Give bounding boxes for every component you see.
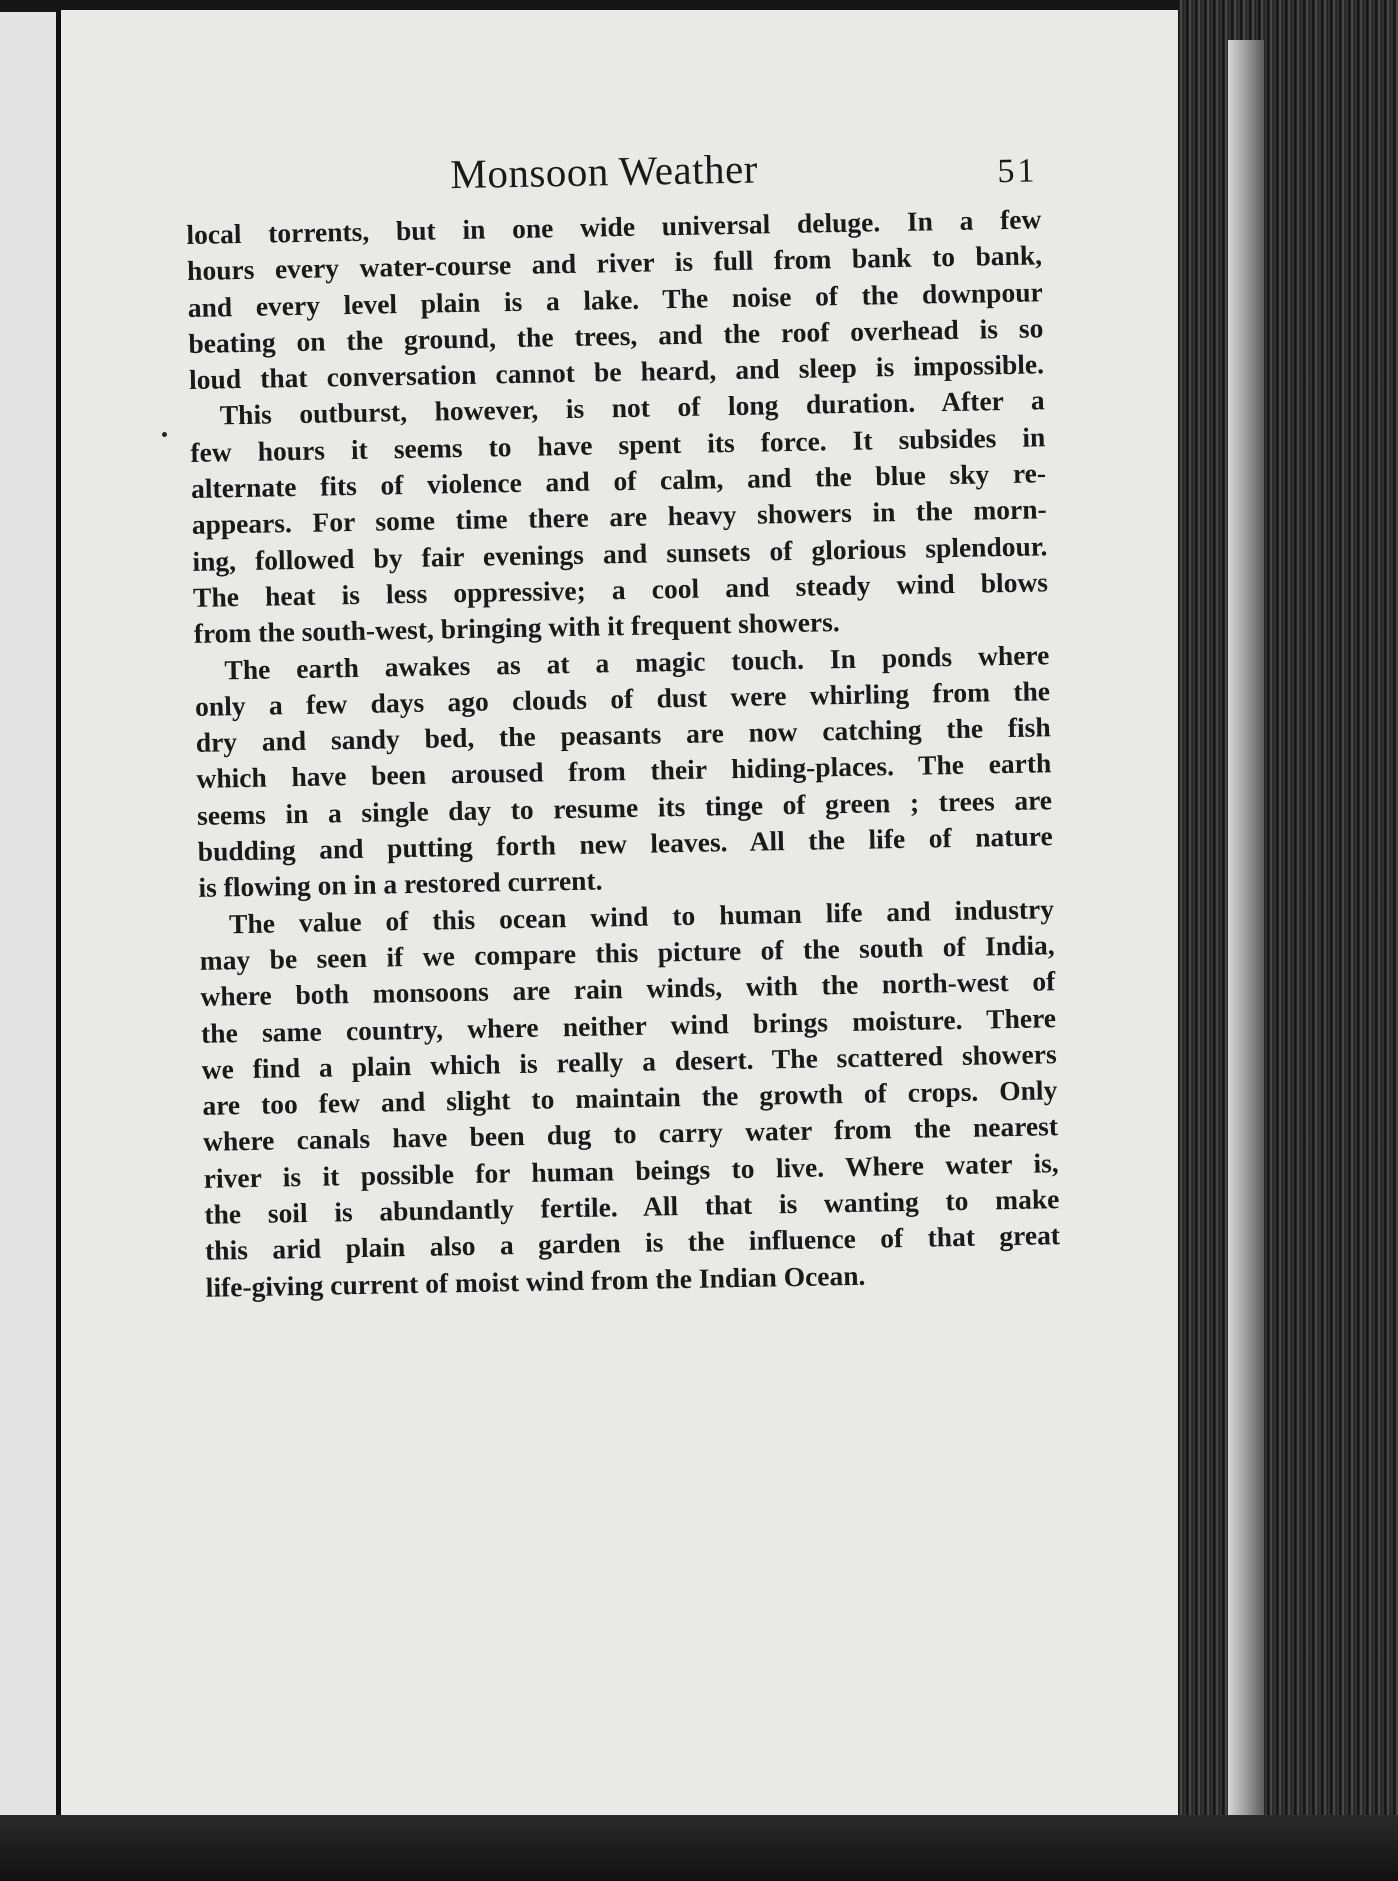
text-line: this arid plain also a garden is the influence of that great [204, 1219, 1061, 1267]
text-line: The earth awakes as at a magic touch. In ponds where [224, 638, 1050, 685]
text-line: which have been aroused from their hiding-places. The earth [196, 747, 1052, 795]
book-fore-edge [1178, 0, 1398, 1881]
page-number: 51 [997, 152, 1038, 191]
text-line: where both monsoons are rain winds, with the north-west of [200, 965, 1056, 1013]
text-line: alternate fits of violence and of calm, and the blue sky re- [190, 457, 1047, 505]
text-line: from the south-west, bringing with it frequent showers. [193, 606, 840, 650]
page-text [185, 139, 1061, 1305]
text-line: local torrents, but in one wide universal deluge. In a few [186, 203, 1042, 250]
text-line: This outburst, however, is not of long duration. After a [219, 384, 1045, 431]
text-line: the same country, where neither wind brings moisture. There [200, 1001, 1057, 1049]
scan-bottom-shadow [0, 1815, 1398, 1881]
text-line: may be seen if we compare this picture of the south of India, [199, 929, 1055, 976]
text-line: and every level plain is a lake. The noise of the downpour [187, 275, 1043, 323]
text-line: seems in a single day to resume its tinge of green ; trees are [196, 783, 1053, 831]
text-line: budding and putting forth new leaves. All the life of nature [197, 820, 1053, 867]
text-line: is flowing on in a restored current. [198, 864, 603, 904]
text-line: ing, followed by fair evenings and sunsets of glorious splendour. [192, 529, 1048, 577]
text-line: beating on the ground, the trees, and the roof overhead is so [188, 312, 1044, 359]
text-line: we find a plain which is really a desert. The scattered showers [201, 1038, 1057, 1085]
paragraph-2 [189, 383, 1049, 653]
text-line: river is it possible for human beings to live. Where water is, [203, 1146, 1059, 1194]
stray-ink-dot [162, 432, 167, 437]
paragraph-3 [194, 637, 1054, 907]
text-line: dry and sandy bed, the peasants are now catching the fish [195, 711, 1051, 759]
text-line: The value of this ocean wind to human life and industry [228, 892, 1055, 939]
page-title: Monsoon Weather [449, 145, 759, 198]
paragraph-1 [186, 201, 1044, 398]
paragraph-4 [199, 891, 1061, 1306]
text-line: life-giving current of moist wind from the Indian Ocean. [205, 1259, 866, 1303]
text-line: the soil is abundantly fertile. All that is wanting to make [204, 1183, 1060, 1230]
text-line: appears. For some time there are heavy showers in the morn- [191, 493, 1047, 541]
text-line: are too few and slight to maintain the growth of crops. Only [202, 1074, 1058, 1121]
text-line: where canals have been dug to carry water from the nearest [202, 1110, 1059, 1158]
text-line: loud that conversation cannot be heard, and sleep is impossible. [188, 348, 1045, 396]
text-line: few hours it seems to have spent its force. It subsides in [190, 421, 1046, 468]
text-line: The heat is less oppressive; a cool and steady wind blows [192, 566, 1049, 613]
page-curl-shading [1228, 40, 1264, 1820]
text-line: only a few days ago clouds of dust were whirling from the [194, 675, 1051, 722]
text-line: hours every water-course and river is full from bank to bank, [186, 239, 1043, 287]
